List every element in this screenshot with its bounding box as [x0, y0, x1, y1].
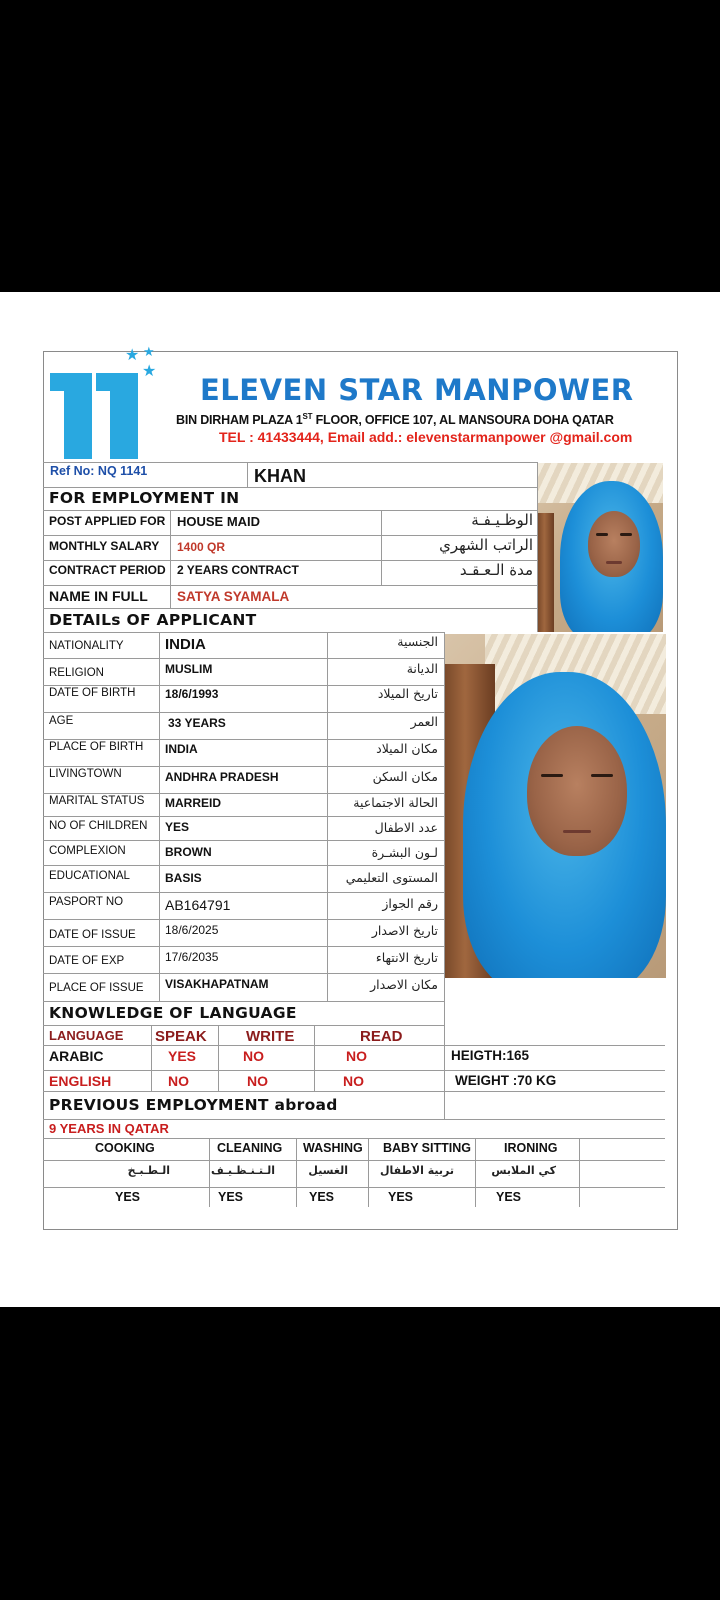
lang-col-header: WRITE	[246, 1028, 295, 1045]
detail-label: MARITAL STATUS	[49, 795, 145, 807]
salary-label: MONTHLY SALARY	[49, 539, 160, 553]
lang-speak: YES	[168, 1048, 197, 1064]
star-icon: ★	[142, 363, 157, 380]
salary-arabic: الراتب الشهري	[439, 536, 533, 554]
detail-label: DATE OF BIRTH	[49, 687, 136, 699]
detail-label: COMPLEXION	[49, 845, 126, 857]
detail-label: RELIGION	[49, 667, 104, 679]
employment-heading: FOR EMPLOYMENT IN	[49, 489, 240, 507]
company-name: ELEVEN STAR MANPOWER	[200, 373, 634, 407]
detail-value: 17/6/2035	[165, 950, 219, 964]
post-value: HOUSE MAID	[177, 514, 261, 529]
weight-value: WEIGHT :70 KG	[455, 1073, 557, 1088]
detail-label: NO OF CHILDREN	[49, 820, 148, 832]
post-arabic: الوظـيـفـة	[471, 511, 533, 529]
detail-value: AB164791	[165, 897, 231, 913]
detail-arabic: الجنسية	[397, 634, 438, 649]
lang-speak: NO	[168, 1073, 189, 1089]
detail-value: MARREID	[165, 796, 221, 810]
detail-value: 33 YEARS	[168, 716, 226, 730]
height-value: HEIGTH:165	[451, 1048, 530, 1063]
lang-write: NO	[243, 1048, 264, 1064]
applicant-surname: KHAN	[254, 466, 306, 486]
detail-value: 18/6/2025	[165, 923, 219, 937]
detail-arabic: لـون البشـرة	[371, 845, 438, 860]
skill-value: YES	[115, 1190, 141, 1204]
skill-value: YES	[496, 1190, 522, 1204]
post-label: POST APPLIED FOR	[49, 514, 166, 528]
detail-value: BROWN	[165, 845, 212, 859]
detail-label: PASPORT NO	[49, 896, 124, 908]
lang-col-header: LANGUAGE	[49, 1028, 124, 1043]
lang-name: ENGLISH	[49, 1073, 112, 1089]
language-heading: KNOWLEDGE OF LANGUAGE	[49, 1004, 297, 1022]
detail-label: DATE OF ISSUE	[49, 929, 136, 941]
detail-arabic: تاريخ الميلاد	[377, 686, 438, 701]
skill-name: COOKING	[95, 1141, 155, 1155]
detail-value: VISAKHAPATNAM	[165, 977, 269, 991]
detail-arabic: الحالة الاجتماعية	[353, 795, 438, 810]
detail-arabic: مكان الاصدار	[370, 977, 438, 992]
previous-years: 9 YEARS IN QATAR	[49, 1121, 169, 1136]
detail-arabic: تاريخ الاصدار	[371, 923, 438, 938]
skill-name: BABY SITTING	[383, 1141, 471, 1155]
name-value: SATYA SYAMALA	[177, 589, 290, 604]
company-address: BIN DIRHAM PLAZA 1ST FLOOR, OFFICE 107, AL MANSOURA DOHA QATAR	[176, 412, 614, 428]
detail-value: BASIS	[165, 871, 202, 885]
skill-name: IRONING	[504, 1141, 558, 1155]
skill-name: WASHING	[303, 1141, 363, 1155]
skill-arabic: الـتـنـظـيـف	[211, 1164, 275, 1177]
applicant-photo-small	[538, 463, 663, 632]
lang-col-header: READ	[360, 1028, 403, 1045]
lang-name: ARABIC	[49, 1048, 104, 1064]
skill-arabic: الـطـبـخ	[127, 1164, 170, 1177]
skill-arabic: تربية الاطفال	[379, 1164, 454, 1177]
detail-arabic: تاريخ الانتهاء	[375, 950, 438, 965]
detail-label: AGE	[49, 715, 74, 727]
detail-value: MUSLIM	[165, 662, 213, 676]
detail-label: PLACE OF ISSUE	[49, 982, 144, 994]
skill-value: YES	[218, 1190, 244, 1204]
detail-value: ANDHRA PRADESH	[165, 770, 279, 784]
lang-col-header: SPEAK	[155, 1028, 207, 1045]
lang-read: NO	[346, 1048, 367, 1064]
eleven-logo	[50, 373, 150, 465]
detail-arabic: الديانة	[406, 661, 438, 676]
detail-label: LIVINGTOWN	[49, 768, 122, 780]
contract-value: 2 YEARS CONTRACT	[177, 563, 299, 577]
detail-arabic: عدد الاطفال	[374, 820, 438, 835]
star-icon: ★	[143, 344, 155, 359]
salary-value: 1400 QR	[177, 540, 226, 554]
previous-heading: PREVIOUS EMPLOYMENT abroad	[49, 1096, 338, 1114]
skill-value: YES	[388, 1190, 414, 1204]
ref-number: Ref No: NQ 1141	[50, 464, 148, 478]
details-heading: DETAILs OF APPLICANT	[49, 611, 257, 629]
applicant-photo-large	[445, 634, 666, 978]
lang-write: NO	[247, 1073, 268, 1089]
detail-arabic: المستوى التعليمي	[345, 870, 438, 885]
skill-name: CLEANING	[217, 1141, 283, 1155]
skill-arabic: الغسيل	[308, 1164, 348, 1177]
company-contact: TEL : 41433444, Email add.: elevenstarmanpower @gmail.com	[219, 429, 633, 445]
contract-label: CONTRACT PERIOD	[49, 563, 166, 577]
contract-arabic: مدة الـعـقـد	[459, 561, 533, 579]
detail-value: INDIA	[165, 742, 198, 756]
skill-arabic: كي الملابس	[491, 1164, 556, 1177]
detail-value: INDIA	[165, 636, 206, 653]
detail-arabic: مكان الميلاد	[376, 741, 438, 756]
skill-value: YES	[309, 1190, 335, 1204]
detail-value: YES	[165, 820, 190, 834]
name-label: NAME IN FULL	[49, 588, 148, 604]
detail-arabic: العمر	[410, 714, 438, 729]
detail-label: EDUCATIONAL	[49, 870, 130, 882]
detail-label: PLACE OF BIRTH	[49, 741, 144, 753]
detail-arabic: رقم الجواز	[382, 896, 438, 911]
detail-arabic: مكان السكن	[372, 769, 438, 784]
detail-label: DATE OF EXP	[49, 955, 125, 967]
detail-value: 18/6/1993	[165, 687, 219, 701]
detail-label: NATIONALITY	[49, 640, 124, 652]
star-icon: ★	[125, 347, 140, 364]
lang-read: NO	[343, 1073, 364, 1089]
